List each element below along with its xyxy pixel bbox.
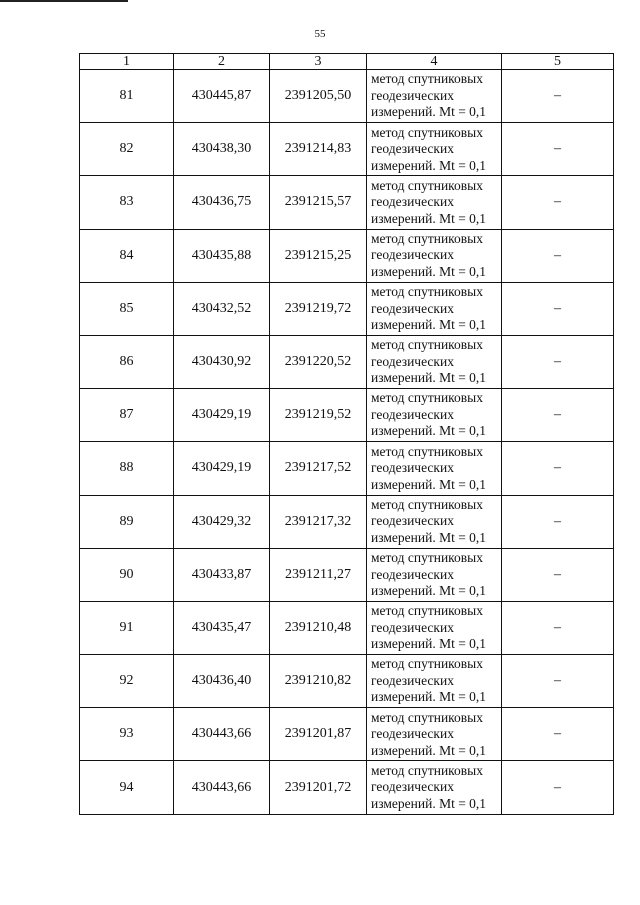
coordinate-x: 430436,40 xyxy=(174,655,270,708)
method-cell xyxy=(367,708,502,761)
coordinate-y: 2391219,72 xyxy=(270,282,367,335)
table-row xyxy=(80,761,614,814)
empty-dash: – xyxy=(502,123,614,176)
coordinate-y: 2391219,52 xyxy=(270,389,367,442)
top-rule xyxy=(0,0,128,2)
method-line: геодезических xyxy=(371,513,454,529)
point-number: 91 xyxy=(80,601,174,654)
method-line: измерений. Mt = 0,1 xyxy=(371,210,487,226)
table-row xyxy=(80,708,614,761)
header-row xyxy=(80,54,614,70)
method-cell xyxy=(367,548,502,601)
method-line: метод спутниковых xyxy=(371,656,483,672)
coordinate-y: 2391220,52 xyxy=(270,335,367,388)
table-row xyxy=(80,70,614,123)
method-line: измерений. Mt = 0,1 xyxy=(371,476,487,492)
point-number: 86 xyxy=(80,335,174,388)
coordinate-x: 430429,32 xyxy=(174,495,270,548)
coordinate-x: 430445,87 xyxy=(174,70,270,123)
method-cell xyxy=(367,123,502,176)
method-line: геодезических xyxy=(371,87,454,103)
method-line: геодезических xyxy=(371,194,454,210)
coordinate-x: 430429,19 xyxy=(174,442,270,495)
method-line: геодезических xyxy=(371,247,454,263)
coordinate-y: 2391215,57 xyxy=(270,176,367,229)
coordinate-y: 2391215,25 xyxy=(270,229,367,282)
method-line: геодезических xyxy=(371,460,454,476)
header-col-1: 1 xyxy=(80,54,174,70)
method-line: геодезических xyxy=(371,141,454,157)
method-cell xyxy=(367,442,502,495)
method-line: метод спутниковых xyxy=(371,284,483,300)
table-row xyxy=(80,176,614,229)
point-number: 88 xyxy=(80,442,174,495)
table-body xyxy=(80,70,614,815)
header-col-3: 3 xyxy=(270,54,367,70)
point-number: 85 xyxy=(80,282,174,335)
point-number: 92 xyxy=(80,655,174,708)
method-cell xyxy=(367,282,502,335)
empty-dash: – xyxy=(502,601,614,654)
empty-dash: – xyxy=(502,761,614,814)
table-row xyxy=(80,335,614,388)
method-line: измерений. Mt = 0,1 xyxy=(371,529,487,545)
method-cell xyxy=(367,495,502,548)
method-line: метод спутниковых xyxy=(371,177,483,193)
method-line: измерений. Mt = 0,1 xyxy=(371,104,487,120)
method-line: геодезических xyxy=(371,353,454,369)
coordinate-x: 430430,92 xyxy=(174,335,270,388)
method-line: измерений. Mt = 0,1 xyxy=(371,157,487,173)
method-line: метод спутниковых xyxy=(371,390,483,406)
point-number: 83 xyxy=(80,176,174,229)
point-number: 94 xyxy=(80,761,174,814)
point-number: 89 xyxy=(80,495,174,548)
page-number: 55 xyxy=(314,28,326,40)
method-line: геодезических xyxy=(371,406,454,422)
method-line: метод спутниковых xyxy=(371,603,483,619)
method-line: геодезических xyxy=(371,619,454,635)
point-number: 82 xyxy=(80,123,174,176)
empty-dash: – xyxy=(502,389,614,442)
method-line: геодезических xyxy=(371,566,454,582)
method-cell xyxy=(367,389,502,442)
empty-dash: – xyxy=(502,708,614,761)
method-cell xyxy=(367,655,502,708)
empty-dash: – xyxy=(502,282,614,335)
method-line: геодезических xyxy=(371,672,454,688)
method-cell xyxy=(367,335,502,388)
coordinate-x: 430432,52 xyxy=(174,282,270,335)
table-row xyxy=(80,229,614,282)
method-line: метод спутниковых xyxy=(371,337,483,353)
coordinate-y: 2391214,83 xyxy=(270,123,367,176)
coordinate-y: 2391201,72 xyxy=(270,761,367,814)
empty-dash: – xyxy=(502,655,614,708)
method-line: метод спутниковых xyxy=(371,709,483,725)
point-number: 84 xyxy=(80,229,174,282)
header-col-2: 2 xyxy=(174,54,270,70)
method-line: измерений. Mt = 0,1 xyxy=(371,636,487,652)
coordinate-x: 430429,19 xyxy=(174,389,270,442)
table-row xyxy=(80,282,614,335)
coordinate-x: 430438,30 xyxy=(174,123,270,176)
method-cell xyxy=(367,70,502,123)
table-row xyxy=(80,495,614,548)
coordinate-y: 2391205,50 xyxy=(270,70,367,123)
method-line: измерений. Mt = 0,1 xyxy=(371,742,487,758)
coordinate-x: 430433,87 xyxy=(174,548,270,601)
method-line: метод спутниковых xyxy=(371,124,483,140)
coordinate-x: 430435,47 xyxy=(174,601,270,654)
empty-dash: – xyxy=(502,548,614,601)
coordinate-x: 430435,88 xyxy=(174,229,270,282)
method-cell xyxy=(367,176,502,229)
coordinate-y: 2391217,52 xyxy=(270,442,367,495)
coordinate-x: 430436,75 xyxy=(174,176,270,229)
method-line: метод спутниковых xyxy=(371,550,483,566)
table-row xyxy=(80,601,614,654)
method-line: метод спутниковых xyxy=(371,230,483,246)
table-row xyxy=(80,389,614,442)
point-number: 90 xyxy=(80,548,174,601)
method-line: измерений. Mt = 0,1 xyxy=(371,689,487,705)
coordinate-y: 2391217,32 xyxy=(270,495,367,548)
coordinate-y: 2391211,27 xyxy=(270,548,367,601)
point-number: 81 xyxy=(80,70,174,123)
method-line: геодезических xyxy=(371,726,454,742)
coordinate-x: 430443,66 xyxy=(174,708,270,761)
method-line: измерений. Mt = 0,1 xyxy=(371,795,487,811)
table-row xyxy=(80,655,614,708)
method-line: измерений. Mt = 0,1 xyxy=(371,370,487,386)
point-number: 87 xyxy=(80,389,174,442)
method-line: измерений. Mt = 0,1 xyxy=(371,583,487,599)
empty-dash: – xyxy=(502,442,614,495)
method-line: измерений. Mt = 0,1 xyxy=(371,317,487,333)
empty-dash: – xyxy=(502,495,614,548)
point-number: 93 xyxy=(80,708,174,761)
coordinate-y: 2391210,48 xyxy=(270,601,367,654)
empty-dash: – xyxy=(502,335,614,388)
empty-dash: – xyxy=(502,70,614,123)
method-line: метод спутниковых xyxy=(371,71,483,87)
method-line: измерений. Mt = 0,1 xyxy=(371,263,487,279)
method-cell xyxy=(367,601,502,654)
empty-dash: – xyxy=(502,229,614,282)
table-row xyxy=(80,548,614,601)
method-line: геодезических xyxy=(371,779,454,795)
coordinates-table xyxy=(79,53,614,815)
table-row xyxy=(80,123,614,176)
coordinate-x: 430443,66 xyxy=(174,761,270,814)
coordinate-y: 2391210,82 xyxy=(270,655,367,708)
method-cell xyxy=(367,761,502,814)
method-line: метод спутниковых xyxy=(371,762,483,778)
header-col-5: 5 xyxy=(502,54,614,70)
coordinate-y: 2391201,87 xyxy=(270,708,367,761)
method-line: метод спутниковых xyxy=(371,443,483,459)
method-cell xyxy=(367,229,502,282)
table-row xyxy=(80,442,614,495)
empty-dash: – xyxy=(502,176,614,229)
method-line: метод спутниковых xyxy=(371,496,483,512)
method-line: измерений. Mt = 0,1 xyxy=(371,423,487,439)
method-line: геодезических xyxy=(371,300,454,316)
header-col-4: 4 xyxy=(367,54,502,70)
